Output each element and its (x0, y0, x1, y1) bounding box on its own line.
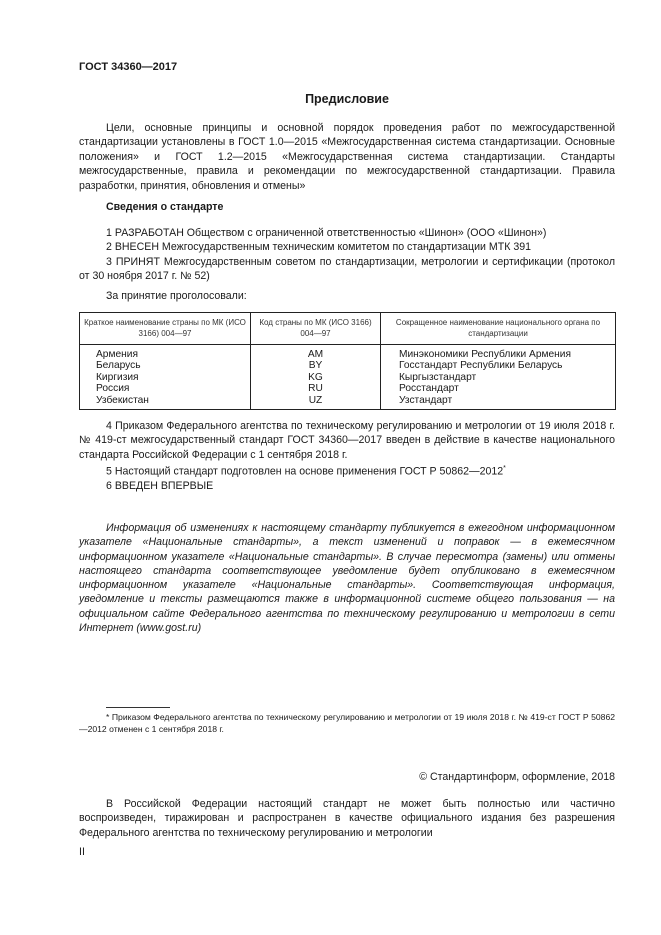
list-item: 4 Приказом Федерального агентства по техническому регулированию и метрологии от 19 июля 2018 г. № 419-ст межгосударственный стандарт ГОСТ 34360—2017 введен в действие в качестве национального стандарта Российской Федерации с 1 сентября 2018 г. (79, 420, 615, 461)
list-item: 1 РАЗРАБОТАН Обществом с ограниченной ответственностью «Шинон» (ООО «Шинон») (106, 227, 547, 239)
code-cell: RU (251, 383, 381, 394)
country-cell: Киргизия (80, 372, 251, 383)
footnote-divider (106, 707, 170, 708)
changes-info-text: Информация об изменениях к настоящему стандарту публикуется в ежегодном информационном указателе «Национальные стандарты», а текст изменений и поправок — в ежемесячном информационном указателе «Национальные стандарты». В случае пересмотра (замены) или отмены настоящего стандарта соответствующее уведомление будет опубликовано в ежемесячном информационном указателе «Национальные стандарты». Соответствующая информация, уведомление и тексты размещаются также в информационной системе общего пользования — на официальном сайте Федерального агентства по техническому регулированию и метрологии в сети Интернет (www.gost.ru) (79, 522, 615, 635)
vote-table (79, 312, 616, 410)
table-row (80, 360, 616, 371)
list-item (79, 462, 615, 479)
table-row (80, 395, 616, 410)
footnote: * Приказом Федерального агентства по техническому регулированию и метрологии от 19 июля 2018 г. № 419-ст ГОСТ Р 50862—2012 отменен с 1 сентября 2018 г. (79, 712, 615, 735)
footnote-mark: * (503, 465, 506, 473)
body-cell: Кыргызстандарт (381, 372, 616, 383)
list-item-text: 5 Настоящий стандарт подготовлен на основе применения ГОСТ Р 50862—2012 (106, 465, 504, 478)
voted-label: За принятие проголосовали: (106, 290, 247, 302)
list-item: 3 ПРИНЯТ Межгосударственным советом по стандартизации, метрологии и сертификации (протокол от 30 ноября 2017 г. № 52) (79, 255, 615, 283)
table-row (80, 345, 616, 361)
standard-info-list (79, 226, 615, 284)
document-id: ГОСТ 34360—2017 (79, 61, 178, 73)
copyright-notice: © Стандартинформ, оформление, 2018 (419, 771, 615, 783)
body-cell: Узстандарт (381, 395, 616, 410)
country-cell: Россия (80, 383, 251, 394)
list-item: 2 ВНЕСЕН Межгосударственным техническим комитетом по стандартизации МТК 391 (106, 241, 531, 254)
code-cell: KG (251, 372, 381, 383)
column-header-body: Сокращенное наименование национального органа по стандартизации (381, 313, 616, 345)
country-cell: Армения (80, 345, 251, 361)
page-number: II (79, 846, 85, 858)
table-row (80, 372, 616, 383)
body-cell: Минэкономики Республики Армения (381, 345, 616, 361)
section-heading: Сведения о стандарте (106, 201, 224, 213)
page-title: Предисловие (305, 92, 389, 106)
table-header-row (80, 313, 616, 345)
list-item: 6 ВВЕДЕН ВПЕРВЫЕ (106, 480, 214, 493)
changes-info-block (79, 521, 615, 635)
column-header-country: Краткое наименование страны по МК (ИСО 3166) 004—97 (80, 313, 251, 345)
standard-info-list-continued (79, 419, 615, 494)
rights-notice: В Российской Федерации настоящий стандарт не может быть полностью или частично воспроизведен, тиражирован и распространен в качестве официального издания без разрешения Федерального агентства по техническому регулированию и метрологии (79, 798, 615, 839)
code-cell: BY (251, 360, 381, 371)
country-cell: Беларусь (80, 360, 251, 371)
table-row (80, 383, 616, 394)
code-cell: UZ (251, 395, 381, 410)
column-header-code: Код страны по МК (ИСО 3166) 004—97 (251, 313, 381, 345)
code-cell: AM (251, 345, 381, 361)
intro-paragraph: Цели, основные принципы и основной порядок проведения работ по межгосударственной стандартизации установлены в ГОСТ 1.0—2015 «Межгосударственная система стандартизации. Основные положения» и ГОСТ 1.2—2015 «Межгосударственная система стандартизации. Стандарты межгосударственные, правила и рекомендации по межгосударственной стандартизации. Правила разработки, принятия, обновления и отмены» (79, 122, 615, 192)
body-cell: Росстандарт (381, 383, 616, 394)
body-cell: Госстандарт Республики Беларусь (381, 360, 616, 371)
country-cell: Узбекистан (80, 395, 251, 410)
